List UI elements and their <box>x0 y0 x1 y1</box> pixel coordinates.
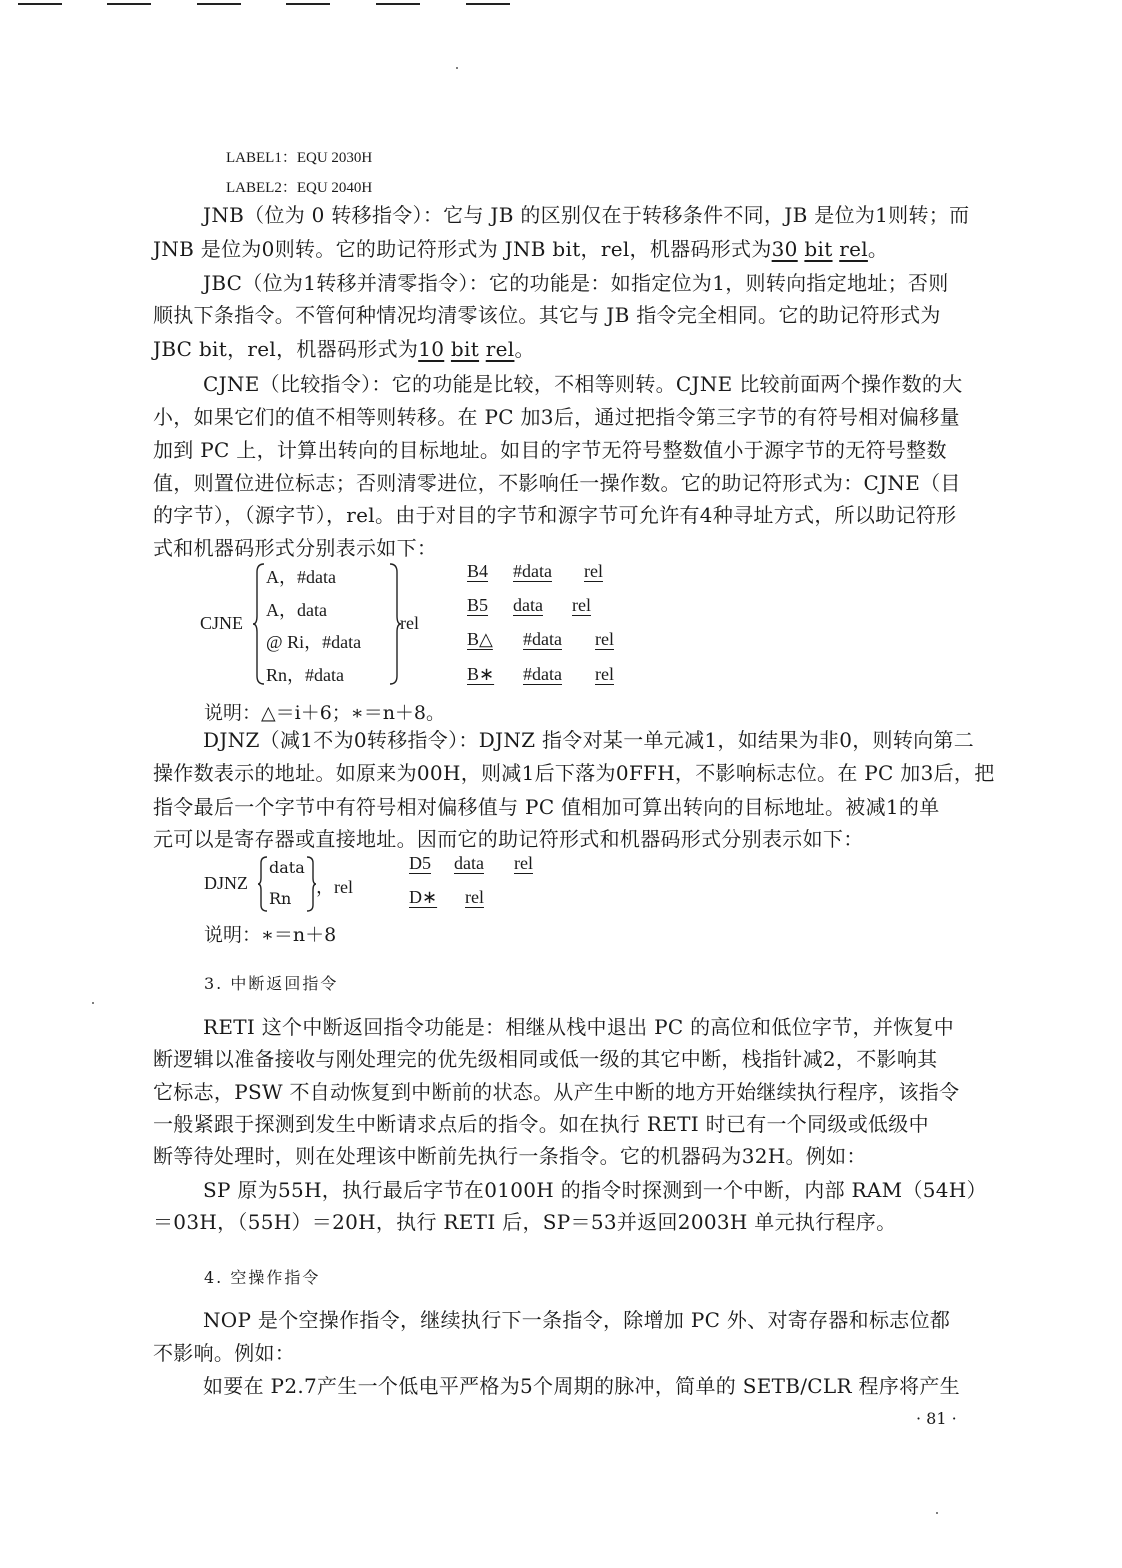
djnz-left-brace <box>257 855 269 913</box>
scan-speck <box>456 67 458 69</box>
djnz-code-2-rel: rel <box>465 887 484 907</box>
cjne-line-5: 的字节），（源字节），rel。由于对目的字节和源字节可允许有4种寻址方式，所以助记符形 <box>153 503 957 527</box>
scan-mark-4 <box>286 3 330 5</box>
jbc-line-3-text: JBC bit，rel，机器码形式为 <box>153 337 419 361</box>
jnb-line-2 <box>153 237 888 261</box>
cjne-suffix: rel <box>400 613 419 633</box>
page-number: · 81 · <box>916 1409 957 1428</box>
jbc-line-1: JBC（位为1转移并清零指令）：它的功能是：如指定位为1，则转向指定地址；否则 <box>203 271 949 295</box>
sp-line-2: ＝03H，（55H）＝20H，执行 RETI 后，SP＝53并返回2003H 单元执行程序。 <box>153 1210 897 1234</box>
cjne-code-1-rel: rel <box>584 561 603 581</box>
jbc-code-rel: rel <box>485 337 515 361</box>
djnz-operand-1: data <box>269 858 305 877</box>
code-line-2: LABEL2：EQU 2040H <box>226 180 373 196</box>
reti-line-3: 它标志，PSW 不自动恢复到中断前的状态。从产生中断的地方开始继续执行程序，该指令 <box>153 1080 960 1104</box>
nop-line-2: 不影响。例如： <box>153 1341 296 1365</box>
cjne-code-4-rel: rel <box>595 664 614 684</box>
cjne-code-1-operand: #data <box>513 561 552 581</box>
jbc-line-2: 顺执下条指令。不管何种情况均清零该位。其它与 JB 指令完全相同。它的助记符形式为 <box>153 303 941 327</box>
jnb-line-1: JNB（位为 0 转移指令）：它与 JB 的区别仅在于转移条件不同，JB 是位为1则转；而 <box>203 203 970 227</box>
cjne-line-2: 小，如果它们的值不相等则转移。在 PC 加3后，通过把指令第三字节的有符号相对偏移量 <box>153 405 960 429</box>
jnb-code-rel: rel <box>839 237 868 261</box>
djnz-operand-2: Rn <box>269 889 292 908</box>
reti-line-1: RETI 这个中断返回指令功能是：相继从栈中退出 PC 的高位和低位字节，并恢复中 <box>203 1015 955 1039</box>
reti-line-2: 断逻辑以准备接收与刚处理完的优先级相同或低一级的其它中断，栈指针减2，不影响其 <box>153 1047 938 1071</box>
cjne-line-3: 加到 PC 上，计算出转向的目标地址。如目的字节无符号整数值小于源字节的无符号整数 <box>153 438 947 462</box>
scan-mark-2 <box>107 3 151 5</box>
cjne-operand-3: @ Ri，#data <box>266 632 362 652</box>
djnz-note: 说明：∗＝n＋8 <box>204 924 337 946</box>
cjne-code-3-operand: #data <box>523 629 562 649</box>
cjne-code-2-rel: rel <box>572 595 591 615</box>
cjne-operand-2: A，data <box>266 600 327 620</box>
djnz-line-2: 操作数表示的地址。如原来为00H，则减1后下落为0FFH，不影响标志位。在 PC 加3后，把 <box>153 761 995 785</box>
scan-speck <box>92 1002 94 1004</box>
reti-line-5: 断等待处理时，则在处理该中断前先执行一条指令。它的机器码为32H。例如： <box>153 1144 867 1168</box>
cjne-code-3-opcode: B△ <box>467 629 493 649</box>
cjne-note: 说明：△＝i＋6；∗＝n＋8。 <box>204 702 446 724</box>
nop-line-1: NOP 是个空操作指令，继续执行下一条指令，除增加 PC 外、对寄存器和标志位都 <box>203 1308 951 1332</box>
section-heading-reti: 3. 中断返回指令 <box>204 974 339 993</box>
djnz-suffix: ，rel <box>316 877 353 897</box>
jbc-code-end: 。 <box>514 337 535 361</box>
jbc-line-3 <box>153 337 535 361</box>
cjne-line-1: CJNE（比较指令）：它的功能是比较，不相等则转。CJNE 比较前面两个操作数的大 <box>203 372 963 396</box>
djnz-line-1: DJNZ（减1不为0转移指令）：DJNZ 指令对某一单元减1，如结果为非0，则转向第二 <box>203 728 975 752</box>
jnb-code-bit: bit <box>804 237 833 261</box>
jnb-line-2-text: JNB 是位为0则转。它的助记符形式为 JNB bit，rel，机器码形式为 <box>153 237 772 261</box>
nop-line-3: 如要在 P2.7产生一个低电平严格为5个周期的脉冲，简单的 SETB/CLR 程序将产生 <box>203 1374 960 1398</box>
cjne-operand-1: A，#data <box>266 567 336 587</box>
djnz-mnemonic: DJNZ <box>204 873 248 893</box>
djnz-line-4: 元可以是寄存器或直接地址。因而它的助记符形式和机器码形式分别表示如下： <box>153 827 864 851</box>
cjne-mnemonic: CJNE <box>200 613 244 633</box>
cjne-left-brace <box>252 562 266 686</box>
cjne-operand-4: Rn，#data <box>266 665 344 685</box>
scan-speck <box>936 1512 938 1514</box>
djnz-code-1-opcode: D5 <box>409 853 431 873</box>
scan-mark-6 <box>466 3 510 5</box>
scan-mark-1 <box>18 3 62 5</box>
djnz-code-1-rel: rel <box>514 853 533 873</box>
reti-line-4: 一般紧跟于探测到发生中断请求点后的指令。如在执行 RETI 时已有一个同级或低级中 <box>153 1112 929 1136</box>
djnz-line-3: 指令最后一个字节中有符号相对偏移值与 PC 值相加可算出转向的目标地址。被减1的单 <box>153 795 940 819</box>
cjne-code-2-opcode: B5 <box>467 595 489 615</box>
cjne-code-4-operand: #data <box>523 664 562 684</box>
jbc-code-bit: bit <box>450 337 480 361</box>
jnb-code-opcode: 30 <box>771 237 798 261</box>
scan-mark-3 <box>197 3 241 5</box>
cjne-line-6: 式和机器码形式分别表示如下： <box>153 536 438 560</box>
cjne-line-4: 值，则置位进位标志；否则清零进位，不影响任一操作数。它的助记符形式为：CJNE（目 <box>153 471 961 495</box>
djnz-code-2-opcode: D∗ <box>409 887 438 907</box>
cjne-code-4-opcode: B∗ <box>467 664 495 684</box>
scan-mark-5 <box>376 3 420 5</box>
section-heading-nop: 4. 空操作指令 <box>204 1268 321 1287</box>
jbc-code-opcode: 10 <box>418 337 445 361</box>
cjne-code-2-operand: data <box>513 595 543 615</box>
jnb-code-end: 。 <box>867 237 889 261</box>
djnz-code-1-operand: data <box>454 853 484 873</box>
code-line-1: LABEL1：EQU 2030H <box>226 150 373 166</box>
cjne-code-3-rel: rel <box>595 629 614 649</box>
sp-line-1: SP 原为55H，执行最后字节在0100H 的指令时探测到一个中断，内部 RAM（54H） <box>203 1178 987 1202</box>
cjne-code-1-opcode: B4 <box>467 561 489 581</box>
